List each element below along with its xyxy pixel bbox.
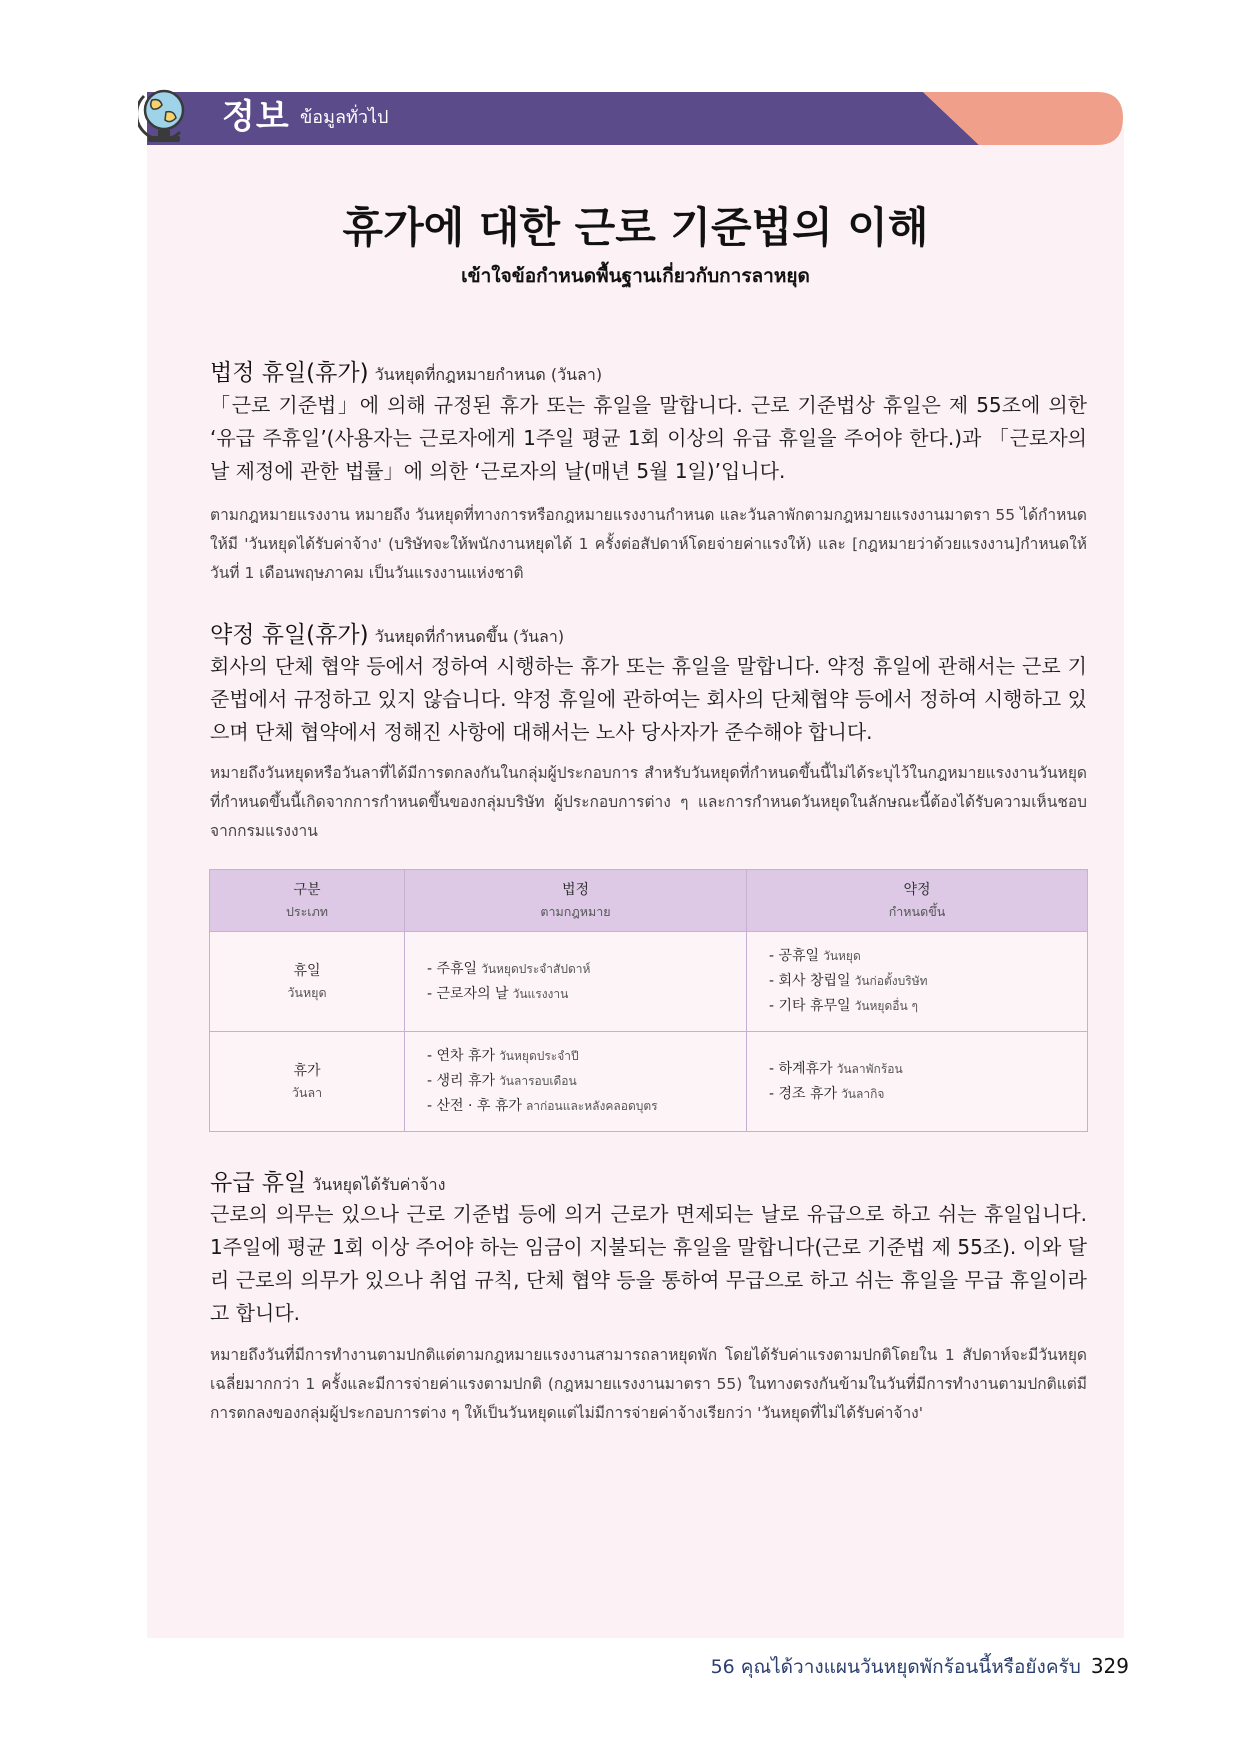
table-row <box>210 932 1088 1032</box>
thai-paragraph: หมายถึงวันที่มีการทำงานตามปกติแต่ตามกฎหมายแรงงานสามารถลาหยุดพัก โดยได้รับค่าแรงตามปกติโดยใน 1 สัปดาห์จะมีวันหยุดเฉลี่ยมากกว่า 1 ครั้งและมีการจ่ายค่าแรงตามปกติ (กฎหมายแรงงานมาตรา 55) ในทางตรงกันข้ามในวันที่มีการทำงานตามปกติแต่มีการตกลงของกลุ่มผู้ประกอบการต่าง ๆ ให้เป็นวันหยุดแต่ไม่มีการจ่ายค่าจ้างเรียกว่า 'วันหยุดที่ไม่ได้รับค่าจ้าง' <box>210 1346 1087 1422</box>
table-header-cell <box>747 870 1088 932</box>
list-item: - 생리 휴가 วันลารอบเดือน <box>427 1073 577 1089</box>
list-item: - 경조 휴가 วันลากิจ <box>769 1085 885 1102</box>
page-footer <box>711 1652 1129 1682</box>
table-header-cell <box>210 870 405 932</box>
header-thai: กำหนดขึ้น <box>888 903 946 919</box>
table-header-cell <box>405 870 747 932</box>
table-header-row <box>210 870 1088 932</box>
header-korean: 법정 <box>561 881 590 898</box>
korean-paragraph: 근로의 의무는 있으나 근로 기준법 등에 의거 근로가 면제되는 날로 유급으로 하고 쉬는 휴일입니다. 1주일에 평균 1회 이상 주어야 하는 임금이 지불되는 휴일을 말합니다(근로 기준법 제 55조). 이와 달리 근로의 의무가 있으나 취업 규칙, 단체 협약 등을 통하여 무급으로 하고 쉬는 휴일을 무급 휴일이라고 합니다. <box>210 1202 1087 1325</box>
row-head-thai: วันหยุด <box>287 984 327 1000</box>
row-head-cell <box>210 1032 405 1132</box>
thai-paragraph: หมายถึงวันหยุดหรือวันลาที่ได้มีการตกลงกันในกลุ่มผู้ประกอบการ สำหรับวันหยุดที่กำหนดขึ้นนี้ไม่ได้ระบุไว้ในกฎหมายแรงงานวันหยุดที่กำหนดขึ้นนี้เกิดจากการกำหนดขึ้นของกลุ่มบริษัท ผู้ประกอบการต่าง ๆ และการกำหนดวันหยุดในลักษณะนี้ต้องได้รับความเห็นชอบจากกรมแรงงาน <box>210 764 1087 840</box>
header-korean: 약정 <box>903 881 931 898</box>
page-number: 329 <box>1090 1654 1129 1678</box>
page-subtitle: เข้าใจข้อกำหนดพื้นฐานเกี่ยวกับการลาหยุด <box>461 265 810 287</box>
list-item: - 산전 · 후 휴가 ลาก่อนและหลังคลอดบุตร <box>427 1098 658 1114</box>
globe-icon <box>138 88 190 146</box>
korean-paragraph: 「근로 기준법」에 의해 규정된 휴가 또는 휴일을 말합니다. 근로 기준법상 휴일은 제 55조에 의한 ‘유급 주휴일’(사용자는 근로자에게 1주일 평균 1회 이상의 유급 휴일을 주어야 한다.)과 「근로자의 날 제정에 관한 법률」에 의한 ‘근로자의 날(매년 5월 1일)’입니다. <box>210 393 1087 483</box>
thai-paragraph: ตามกฎหมายแรงงาน หมายถึง วันหยุดที่ทางการหรือกฎหมายแรงงานกำหนด และวันลาพักตามกฎหมายแรงงานมาตรา 55 ได้กำหนดให้มี 'วันหยุดได้รับค่าจ้าง' (บริษัทจะให้พนักงานหยุดได้ 1 ครั้งต่อสัปดาห์โดยจ่ายค่าแรงให้) และ [กฎหมายว่าด้วยแรงงาน]กำหนดให้วันที่ 1 เดือนพฤษภาคม เป็นวันแรงงานแห่งชาติ <box>210 506 1087 582</box>
row-head-thai: วันลา <box>291 1084 323 1100</box>
agreed-cell <box>747 932 1088 1032</box>
footer-chapter: 56 คุณได้วางแผนวันหยุดพักร้อนนี้หรือยังครับ <box>710 1656 1081 1678</box>
row-head-cell <box>210 932 405 1032</box>
header-korean: 구분 <box>293 881 321 898</box>
section-header-bar <box>147 92 1123 145</box>
section-heading-thai: วันหยุดได้รับค่าจ้าง <box>312 1175 446 1194</box>
page-title: 휴가에 대한 근로 기준법의 이해 <box>342 203 929 252</box>
section-heading <box>210 616 564 650</box>
list-item: - 연차 휴가 วันหยุดประจำปี <box>427 1048 579 1064</box>
list-item: - 공휴일 วันหยุด <box>769 948 861 964</box>
holiday-comparison-table <box>209 869 1088 1132</box>
section-heading <box>210 354 602 388</box>
header-korean-label: 정보 <box>222 97 290 137</box>
list-item: - 회사 창립일 วันก่อตั้งบริษัท <box>769 973 928 989</box>
section-heading-thai: วันหยุดที่กำหนดขึ้น (วันลา) <box>374 627 565 646</box>
section-heading-korean: 약정 휴일(휴가) <box>210 622 369 648</box>
list-item: - 하계휴가 วันลาพักร้อน <box>769 1060 903 1077</box>
legal-cell <box>405 1032 747 1132</box>
list-item: - 근로자의 날 วันแรงงาน <box>427 985 569 1002</box>
list-item: - 주휴일 วันหยุดประจำสัปดาห์ <box>427 960 591 977</box>
agreed-cell <box>747 1032 1088 1132</box>
header-thai: ตามกฎหมาย <box>540 903 611 919</box>
section-heading-thai: วันหยุดที่กฎหมายกำหนด (วันลา) <box>374 365 603 384</box>
header-thai: ประเภท <box>285 903 329 919</box>
header-thai-label: ข้อมูลทั่วไป <box>300 107 389 128</box>
legal-cell <box>405 932 747 1032</box>
row-head-korean: 휴일 <box>293 962 321 979</box>
section-heading-korean: 유급 휴일 <box>210 1170 307 1196</box>
korean-paragraph: 회사의 단체 협약 등에서 정하여 시행하는 휴가 또는 휴일을 말합니다. 약정 휴일에 관해서는 근로 기준법에서 규정하고 있지 않습니다. 약정 휴일에 관하여는 회사의 단체협약 등에서 정하여 시행하고 있으며 단체 협약에서 정해진 사항에 대해서는 노사 당사자가 준수해야 합니다. <box>210 654 1087 744</box>
section-heading-korean: 법정 휴일(휴가) <box>210 360 369 386</box>
row-head-korean: 휴가 <box>293 1062 321 1079</box>
section-heading <box>210 1164 445 1198</box>
list-item: - 기타 휴무일 วันหยุดอื่น ๆ <box>769 998 918 1014</box>
table-row <box>210 1032 1088 1132</box>
